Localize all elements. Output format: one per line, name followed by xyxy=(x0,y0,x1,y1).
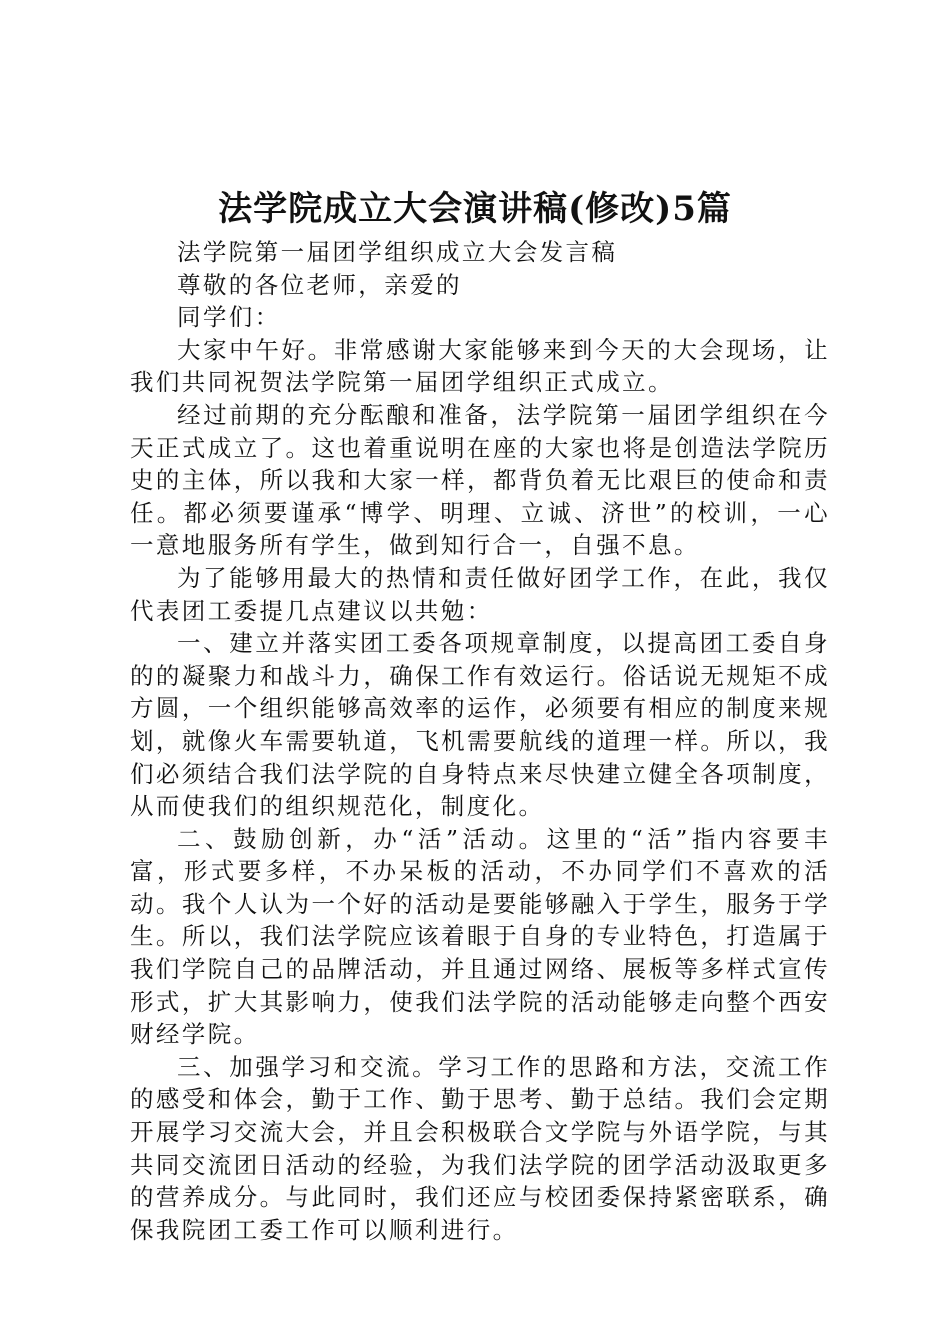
paragraph-point-one: 一、建立并落实团工委各项规章制度，以提高团工委自身的的凝聚力和战斗力，确保工作有效运行。俗话说无规矩不成方圆，一个组织能够高效率的运作，必须要有相应的制度来规划，就像火车需要轨道，飞机需要航线的道理一样。所以，我们必须结合我们法学院的自身特点来尽快建立健全各项制度，从而使我们的组织规范化，制度化。 xyxy=(130,629,830,821)
paragraph-greeting: 大家中午好。非常感谢大家能够来到今天的大会现场，让我们共同祝贺法学院第一届团学组织正式成立。 xyxy=(130,335,830,397)
paragraph-point-three: 三、加强学习和交流。学习工作的思路和方法，交流工作的感受和体会，勤于工作、勤于思考、勤于总结。我们会定期开展学习交流大会，并且会积极联合文学院与外语学院，与其共同交流团日活动的经验，为我们法学院的团学活动汲取更多的营养成分。与此同时，我们还应与校团委保持紧密联系，确保我院团工委工作可以顺利进行。 xyxy=(130,1052,830,1244)
paragraph-subtitle: 法学院第一届团学组织成立大会发言稿 xyxy=(177,238,618,266)
paragraph-point-two: 二、鼓励创新，办“活”活动。这里的“活”指内容要丰富，形式要多样，不办呆板的活动，不办同学们不喜欢的活动。我个人认为一个好的活动是要能够融入于学生，服务于学生。所以，我们法学院应该着眼于自身的专业特色，打造属于我们学院自己的品牌活动，并且通过网络、展板等多样式宣传形式，扩大其影响力，使我们法学院的活动能够走向整个西安财经学院。 xyxy=(130,824,830,1049)
paragraph-suggestions-lead: 为了能够用最大的热情和责任做好团学工作，在此，我仅代表团工委提几点建议以共勉： xyxy=(130,563,830,625)
document-title: 法学院成立大会演讲稿(修改)5篇 xyxy=(218,189,732,229)
paragraph-intro: 经过前期的充分酝酿和准备，法学院第一届团学组织在今天正式成立了。这也着重说明在座的大家也将是创造法学院历史的主体，所以我和大家一样，都背负着无比艰巨的使命和责任。都必须要谨承“博学、明理、立诚、济世”的校训，一心一意地服务所有学生，做到知行合一，自强不息。 xyxy=(130,400,830,560)
paragraph-salutation-cont: 同学们： xyxy=(177,303,281,332)
document-body xyxy=(130,236,830,1246)
paragraph-salutation: 尊敬的各位老师，亲爱的 xyxy=(177,270,462,299)
